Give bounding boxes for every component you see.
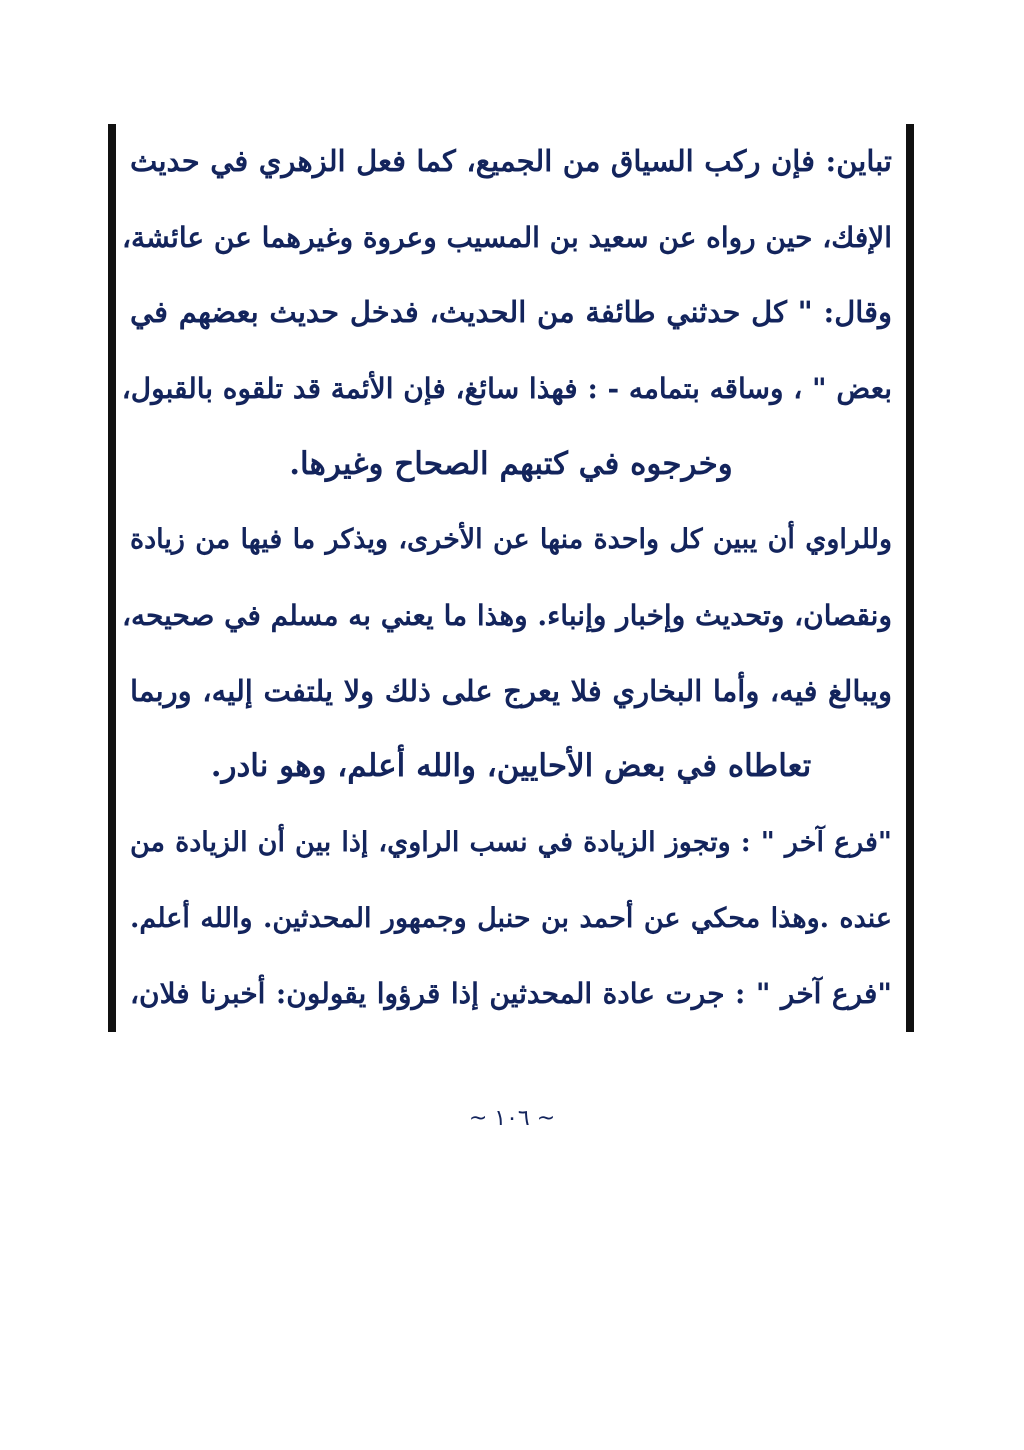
text-line: تعاطاه في بعض الأحايين، والله أعلم، وهو نادر. [210,748,812,785]
text-line: وللراوي أن يبين كل واحدة منها عن الأخرى، ويذكر ما فيها من زيادة [130,524,892,556]
text-line: تباين: فإن ركب السياق من الجميع، كما فعل الزهري في حديث [130,144,892,178]
text-block [116,124,906,1032]
text-line: وخرجوه في كتبهم الصحاح وغيرها. [289,445,733,482]
text-line: بعض " ، وساقه بتمامه - : فهذا سائغ، فإن الأئمة قد تلقوه بالقبول، [121,372,892,405]
frame-bar-right [906,124,914,1032]
text-line: وقال: " كل حدثني طائفة من الحديث، فدخل حديث بعضهم في [130,295,892,330]
text-line: الإفك، حين رواه عن سعيد بن المسيب وعروة وغيرهما عن عائشة، [122,220,892,254]
page-number: ~ ١٠٦ ~ [468,1106,556,1131]
frame-bar-left [108,124,116,1032]
text-line: ويبالغ فيه، وأما البخاري فلا يعرج على ذلك ولا يلتفت إليه، وربما [130,673,892,708]
text-line: عنده .وهذا محكي عن أحمد بن حنبل وجمهور المحدثين. والله أعلم. [130,902,892,934]
text-line: "فرع آخر " : وتجوز الزيادة في نسب الراوي، إذا بين أن الزيادة من [130,827,892,858]
text-line: "فرع آخر " : جرت عادة المحدثين إذا قرؤوا يقولون: أخبرنا فلان، [130,977,892,1011]
text-line: ونقصان، وتحديث وإخبار وإنباء. وهذا ما يعني به مسلم في صحيحه، [121,599,892,632]
